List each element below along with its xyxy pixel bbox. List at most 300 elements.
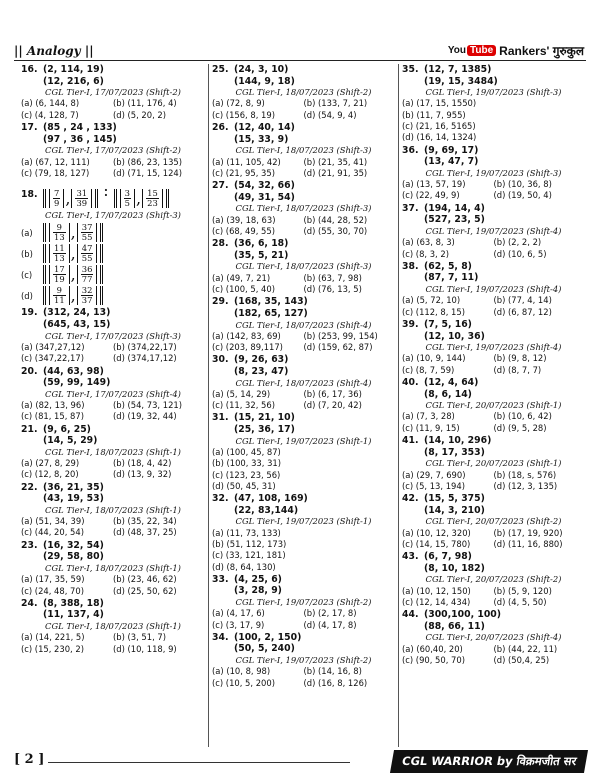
question-triple-1: (24, 3, 10) [234, 64, 289, 75]
option: (b) (18, s, 576) [493, 469, 557, 480]
question-triple-2: (19, 15, 3484) [424, 75, 498, 87]
question-triple-2: (35, 5, 21) [234, 249, 289, 261]
option: (a) (49, 7, 21) [212, 272, 271, 283]
question-item [21, 181, 205, 305]
question-line-1 [21, 598, 205, 610]
exam-source: CGL Tier-I, 18/07/2023 (Shift-1) [45, 446, 181, 457]
option: (b) (133, 7, 21) [303, 98, 368, 109]
question-item [212, 180, 395, 237]
question-number: 40. [402, 376, 419, 388]
exam-source: CGL Tier-I, 18/07/2023 (Shift-1) [45, 504, 181, 515]
question-line-1 [212, 238, 395, 250]
denominator: 19 [54, 274, 65, 285]
option: (c) (347,22,17) [21, 353, 84, 364]
question-item [212, 354, 395, 411]
brand-header [448, 42, 584, 59]
bracket [49, 265, 70, 284]
question-item [212, 238, 395, 295]
exam-source: CGL Tier-I, 18/07/2023 (Shift-4) [235, 377, 372, 388]
question-number: 23. [21, 539, 38, 551]
option: (a) (347,27,12) [21, 341, 85, 352]
question-line-1 [402, 551, 585, 563]
option: (d) (50,4, 25) [493, 655, 550, 666]
question-triple-1: (54, 32, 66) [234, 180, 295, 192]
question-number: 26. [212, 122, 229, 134]
question-item [402, 435, 585, 492]
option: (d) (6, 87, 12) [493, 306, 552, 317]
option: (a) (67, 12, 111) [21, 156, 90, 167]
option: (a) (4, 17, 6) [212, 608, 265, 619]
option-letter: (a) [21, 227, 33, 238]
question-triple-2: (12, 10, 36) [424, 330, 485, 342]
option: (d) (16, 14, 1324) [402, 132, 477, 143]
options [21, 632, 205, 655]
question-number: 29. [212, 296, 229, 308]
option: (c) (203, 89,117) [212, 342, 283, 353]
fraction-option [21, 265, 205, 284]
option: (c) (8, 3, 2) [402, 248, 449, 259]
option: (b) (10, 36, 8) [493, 179, 552, 190]
page-footer [0, 750, 600, 775]
options [21, 574, 205, 597]
option: (b) (77, 4, 14) [493, 295, 552, 306]
question-triple-1: (14, 10, 296) [424, 435, 492, 447]
exam-source: CGL Tier-I, 19/07/2023 (Shift-4) [425, 342, 562, 353]
question-line-1 [402, 435, 585, 447]
question-line-1 [212, 180, 395, 192]
fraction [53, 189, 60, 208]
exam-source: CGL Tier-I, 19/07/2023 (Shift-4) [425, 225, 562, 236]
option: (b) (54, 73, 121) [113, 400, 182, 411]
question-triple-2: (3, 28, 9) [234, 585, 282, 597]
fraction [53, 265, 66, 284]
exam-source: CGL Tier-I, 18/07/2023 (Shift-3) [235, 203, 372, 214]
option-letter: (d) [21, 290, 33, 301]
exam-source: CGL Tier-I, 19/07/2023 (Shift-3) [425, 167, 562, 178]
question-number: 32. [212, 493, 229, 505]
option: (d) (55, 30, 70) [303, 225, 368, 236]
exam-source: CGL Tier-I, 18/07/2023 (Shift-2) [235, 87, 372, 98]
denominator: 23 [147, 198, 158, 209]
question-item [402, 609, 585, 666]
option: (a) (142, 83, 69) [212, 330, 281, 341]
question-number: 33. [212, 573, 229, 585]
exam-source: CGL Tier-I, 17/07/2023 (Shift-3) [45, 210, 181, 221]
numerator: 36 [81, 264, 93, 275]
options [212, 608, 395, 631]
option: (b) (86, 23, 135) [113, 156, 182, 167]
options [212, 528, 395, 573]
question-item [212, 122, 395, 179]
question-number: 22. [21, 481, 38, 493]
question-triple-1: (36, 6, 18) [234, 238, 289, 250]
option: (b) (18, 4, 42) [113, 458, 172, 469]
question-triple-2: (43, 19, 53) [43, 493, 104, 505]
question-number: 42. [402, 493, 419, 505]
fraction-option [21, 223, 205, 242]
option: (a) (7, 3, 28) [402, 411, 455, 422]
exam-source: CGL Tier-I, 17/07/2023 (Shift-2) [45, 87, 181, 98]
options [212, 215, 395, 238]
bracket [142, 189, 163, 208]
numerator: 47 [81, 243, 93, 254]
question-number: 20. [21, 365, 38, 377]
question-triple-1: (7, 5, 16) [424, 318, 472, 330]
option: (d) (159, 62, 87) [303, 342, 373, 353]
option: (d) (50, 45, 31) [212, 480, 276, 491]
option: (d) (8, 64, 130) [212, 561, 276, 572]
option: (a) (51, 34, 39) [21, 516, 85, 527]
question-triple-1: (2, 114, 19) [43, 64, 104, 75]
options [402, 644, 585, 667]
exam-source: CGL Tier-I, 18/07/2023 (Shift-1) [45, 621, 181, 632]
question-triple-1: (12, 4, 64) [424, 376, 479, 388]
option: (b) (14, 16, 8) [303, 666, 362, 677]
option: (c) (33, 121, 181) [212, 550, 286, 561]
question-line-1 [402, 261, 585, 273]
question-triple-2: (11, 137, 4) [43, 609, 104, 621]
options [402, 353, 585, 376]
question-triple-1: (15, 21, 10) [234, 412, 295, 424]
options [212, 331, 395, 354]
question-triple-2: (25, 36, 17) [234, 424, 295, 436]
option: (a) (60,40, 20) [402, 643, 463, 654]
option: (c) (10, 5, 200) [212, 677, 275, 688]
bracket [77, 244, 98, 263]
bracket [77, 265, 98, 284]
exam-source: CGL Tier-I, 20/07/2023 (Shift-1) [425, 400, 562, 411]
option: (b) (11, 7, 955) [402, 109, 466, 120]
option: (d) (8, 7, 7) [493, 364, 542, 375]
question-triple-1: (44, 63, 98) [43, 365, 104, 377]
option: (a) (10, 12, 320) [402, 527, 471, 538]
youtube-tube: Tube [467, 45, 496, 56]
option: (c) (79, 18, 127) [21, 167, 90, 178]
option: (b) (100, 33, 31) [212, 458, 281, 469]
option: (c) (112, 8, 15) [402, 306, 465, 317]
exam-source: CGL Tier-I, 20/07/2023 (Shift-4) [425, 632, 562, 643]
question-number: 24. [21, 597, 38, 609]
footer-brand: CGL WARRIOR by विक्रमजीत सर [390, 750, 588, 773]
question-line-1 [212, 296, 395, 308]
option: (a) (10, 9, 144) [402, 353, 466, 364]
question-line-1 [21, 424, 205, 436]
question-line-1 [402, 493, 585, 505]
exam-source: CGL Tier-I, 18/07/2023 (Shift-3) [235, 261, 372, 272]
question-line-1 [21, 181, 205, 208]
question-triple-1: (9, 6, 25) [43, 423, 91, 435]
fraction [81, 286, 94, 305]
question-item [212, 64, 395, 121]
options [21, 400, 205, 423]
question-line-1 [212, 354, 395, 366]
options [402, 295, 585, 318]
question-number: 43. [402, 551, 419, 563]
numerator: 11 [54, 243, 65, 254]
question-line-1 [21, 366, 205, 378]
question-triple-1: (168, 35, 143) [234, 296, 308, 308]
option: (c) (68, 49, 55) [212, 225, 275, 236]
question-line-1 [402, 609, 585, 621]
denominator: 55 [81, 232, 93, 243]
option: (d) (71, 15, 124) [113, 167, 182, 178]
option: (d) (5, 20, 2) [113, 109, 167, 120]
question-item [21, 540, 205, 597]
question-line-1 [402, 203, 585, 215]
option: (a) (10, 8, 98) [212, 666, 271, 677]
option: (b) (374,22,17) [113, 341, 177, 352]
question-item [402, 551, 585, 608]
question-triple-2: (8, 23, 47) [234, 365, 289, 377]
option: (d) (12, 3, 135) [493, 480, 558, 491]
question-number: 25. [212, 64, 229, 75]
numerator: 9 [53, 223, 66, 233]
option: (c) (5, 13, 194) [402, 480, 465, 491]
fraction-stem: $\frac{7}{9}$ , $\frac{31}{39}$ : $\frac{3}{5}$ , $\frac{15}{23}$ [43, 181, 169, 208]
question-triple-2: (87, 7, 11) [424, 272, 479, 284]
question-line-1 [402, 319, 585, 331]
question-triple-2: (8, 17, 353) [424, 446, 485, 458]
options [212, 389, 395, 412]
options [212, 447, 395, 492]
question-item [212, 493, 395, 573]
question-columns [18, 64, 588, 747]
options [21, 157, 205, 180]
option: (b) (17, 19, 920) [493, 527, 563, 538]
chapter-title: || Analogy || [14, 44, 94, 58]
option: (b) (21, 35, 41) [303, 156, 368, 167]
question-line-1 [21, 482, 205, 494]
question-triple-2: (13, 47, 7) [424, 156, 479, 168]
question-number: 16. [21, 64, 38, 75]
option-letter: (b) [21, 248, 33, 259]
bracket [77, 286, 98, 305]
denominator: 9 [54, 198, 60, 209]
question-triple-2: (527, 23, 5) [424, 214, 485, 226]
question-item [402, 261, 585, 318]
option: (d) (7, 20, 42) [303, 400, 362, 411]
question-triple-2: (645, 43, 15) [43, 319, 111, 331]
question-triple-2: (29, 58, 80) [43, 551, 104, 563]
option: (c) (21, 95, 35) [212, 167, 275, 178]
numerator: 17 [54, 264, 65, 275]
options [212, 273, 395, 296]
exam-source: CGL Tier-I, 19/07/2023 (Shift-3) [425, 87, 562, 98]
question-number: 39. [402, 318, 419, 330]
options [402, 98, 585, 143]
question-item [402, 145, 585, 202]
option: (c) (21, 16, 5165) [402, 121, 476, 132]
option: (a) (6, 144, 8) [21, 98, 80, 109]
options [21, 342, 205, 365]
denominator: 11 [54, 295, 65, 306]
youtube-you: You [447, 45, 466, 56]
options [402, 179, 585, 202]
option: (c) (12, 14, 434) [402, 597, 471, 607]
option: (b) (5, 9, 120) [493, 585, 552, 596]
fraction [81, 244, 94, 263]
question-triple-2: (15, 33, 9) [234, 133, 289, 145]
option: (a) (5, 72, 10) [402, 295, 461, 306]
option: (d) (374,17,12) [113, 353, 177, 364]
page-number: [ 2 ] [14, 752, 45, 767]
exam-source: CGL Tier-I, 17/07/2023 (Shift-4) [45, 388, 181, 399]
option: (c) (24, 48, 70) [21, 585, 84, 596]
option: (a) (72, 8, 9) [212, 98, 265, 109]
question-item [212, 632, 395, 689]
option: (b) (63, 7, 98) [303, 272, 362, 283]
option: (c) (14, 15, 780) [402, 538, 471, 549]
numerator: 31 [76, 188, 88, 199]
option: (a) (5, 14, 29) [212, 388, 271, 399]
bracket-pair: $\frac{11}{13}$ , $\frac{47}{55}$ [43, 244, 103, 263]
question-line-1 [212, 412, 395, 424]
option: (d) (4, 5, 50) [493, 597, 547, 607]
options [21, 98, 205, 121]
option: (c) (8, 7, 59) [402, 364, 455, 375]
question-triple-1: (36, 21, 35) [43, 481, 104, 493]
denominator: 13 [54, 253, 65, 264]
question-number: 35. [402, 64, 419, 75]
options [21, 516, 205, 539]
option: (a) (100, 45, 87) [212, 446, 281, 457]
question-triple-1: (100, 2, 150) [234, 631, 302, 643]
bracket [120, 189, 135, 208]
exam-source: CGL Tier-I, 18/07/2023 (Shift-1) [45, 562, 181, 573]
question-line-1 [212, 122, 395, 134]
question-triple-1: (9, 26, 63) [234, 354, 289, 366]
question-triple-1: (312, 24, 13) [43, 307, 111, 319]
numerator: 37 [81, 222, 93, 233]
denominator: 39 [76, 198, 88, 209]
header-divider [14, 60, 586, 61]
option: (d) (16, 8, 126) [303, 677, 368, 688]
question-triple-1: (62, 5, 8) [424, 260, 472, 272]
question-number: 37. [402, 202, 419, 214]
option: (d) (4, 17, 8) [303, 619, 357, 630]
bracket-pair: $\frac{9}{11}$ , $\frac{32}{37}$ [43, 286, 103, 305]
question-triple-2: (88, 66, 11) [424, 620, 485, 632]
options [402, 586, 585, 609]
question-item [402, 493, 585, 550]
question-triple-1: (300,100, 100) [424, 609, 502, 621]
exam-source: CGL Tier-I, 19/07/2023 (Shift-2) [235, 655, 372, 666]
question-line-1 [21, 122, 205, 134]
denominator: 77 [81, 274, 93, 285]
question-number: 28. [212, 238, 229, 250]
bracket-pair: $\frac{9}{13}$ , $\frac{37}{55}$ [43, 223, 103, 242]
fraction [53, 244, 66, 263]
question-item [402, 377, 585, 434]
question-triple-1: (8, 388, 18) [43, 597, 104, 609]
option: (a) (27, 8, 29) [21, 458, 80, 469]
option: (a) (17, 35, 59) [21, 574, 85, 585]
options [402, 237, 585, 260]
option: (c) (100, 5, 40) [212, 284, 275, 295]
question-triple-1: (12, 7, 1385) [424, 64, 492, 75]
option: (a) (17, 15, 1550) [402, 98, 477, 109]
option: (d) (21, 91, 35) [303, 167, 368, 178]
column-3 [398, 64, 588, 747]
question-triple-2: (144, 9, 18) [234, 75, 295, 87]
exam-source: CGL Tier-I, 20/07/2023 (Shift-2) [425, 574, 562, 585]
option: (b) (11, 176, 4) [113, 98, 177, 109]
brand-name: Rankers' गुरुकुल [499, 44, 584, 58]
option: (b) (44, 28, 52) [303, 214, 368, 225]
column-2 [208, 64, 398, 747]
option: (b) (23, 46, 62) [113, 574, 177, 585]
fraction [81, 223, 94, 242]
question-triple-1: (4, 25, 6) [234, 573, 282, 585]
option: (c) (90, 50, 70) [402, 655, 465, 666]
question-triple-1: (194, 14, 4) [424, 202, 485, 214]
exam-source: CGL Tier-I, 19/07/2023 (Shift-1) [235, 516, 372, 527]
option: (b) (2, 2, 2) [493, 237, 542, 248]
option: (c) (4, 128, 7) [21, 109, 79, 120]
numerator: 9 [53, 286, 66, 296]
option: (d) (13, 9, 32) [113, 469, 172, 480]
bracket-pair: $\frac{7}{9}$ , $\frac{31}{39}$ [43, 189, 98, 208]
option: (a) (11, 73, 133) [212, 527, 281, 538]
option: (b) (9, 8, 12) [493, 353, 547, 364]
option: (c) (81, 15, 87) [21, 411, 84, 422]
question-triple-2: (59, 99, 149) [43, 377, 111, 389]
option: (d) (19, 50, 4) [493, 190, 552, 201]
question-triple-2: (50, 5, 240) [234, 643, 295, 655]
option: (c) (11, 32, 56) [212, 400, 275, 411]
question-triple-2: (22, 83,144) [234, 504, 299, 516]
question-number: 31. [212, 412, 229, 424]
question-triple-2: (8, 6, 14) [424, 388, 472, 400]
question-item [402, 319, 585, 376]
question-item [21, 307, 205, 364]
option: (a) (11, 105, 42) [212, 156, 281, 167]
option: (d) (76, 13, 5) [303, 284, 362, 295]
option: (b) (35, 22, 34) [113, 516, 177, 527]
bracket [71, 189, 92, 208]
option: (a) (39, 18, 63) [212, 214, 276, 225]
question-triple-2: (14, 3, 210) [424, 504, 485, 516]
question-triple-1: (9, 69, 17) [424, 144, 479, 156]
question-item [402, 64, 585, 144]
option: (c) (11, 9, 15) [402, 422, 460, 433]
option: (a) (63, 8, 3) [402, 237, 455, 248]
question-line-1 [212, 632, 395, 644]
exam-source: CGL Tier-I, 20/07/2023 (Shift-1) [425, 458, 562, 469]
question-item [212, 574, 395, 631]
exam-source: CGL Tier-I, 19/07/2023 (Shift-4) [425, 284, 562, 295]
numerator: 15 [147, 188, 158, 199]
option: (d) (9, 5, 28) [493, 422, 547, 433]
question-number: 18. [21, 189, 38, 201]
option-letter: (c) [21, 269, 33, 280]
question-number: 30. [212, 354, 229, 366]
option: (b) (2, 17, 8) [303, 608, 357, 619]
options [212, 157, 395, 180]
question-item [21, 64, 205, 121]
question-number: 36. [402, 144, 419, 156]
question-triple-2: (12, 216, 6) [43, 75, 104, 87]
denominator: 55 [81, 253, 93, 264]
options [402, 528, 585, 551]
option: (d) (10, 118, 9) [113, 643, 177, 654]
footer-divider [48, 762, 350, 763]
bracket [49, 223, 70, 242]
question-number: 21. [21, 423, 38, 435]
exam-source: CGL Tier-I, 18/07/2023 (Shift-4) [235, 319, 372, 330]
exam-source: CGL Tier-I, 19/07/2023 (Shift-1) [235, 435, 372, 446]
question-item [212, 412, 395, 492]
